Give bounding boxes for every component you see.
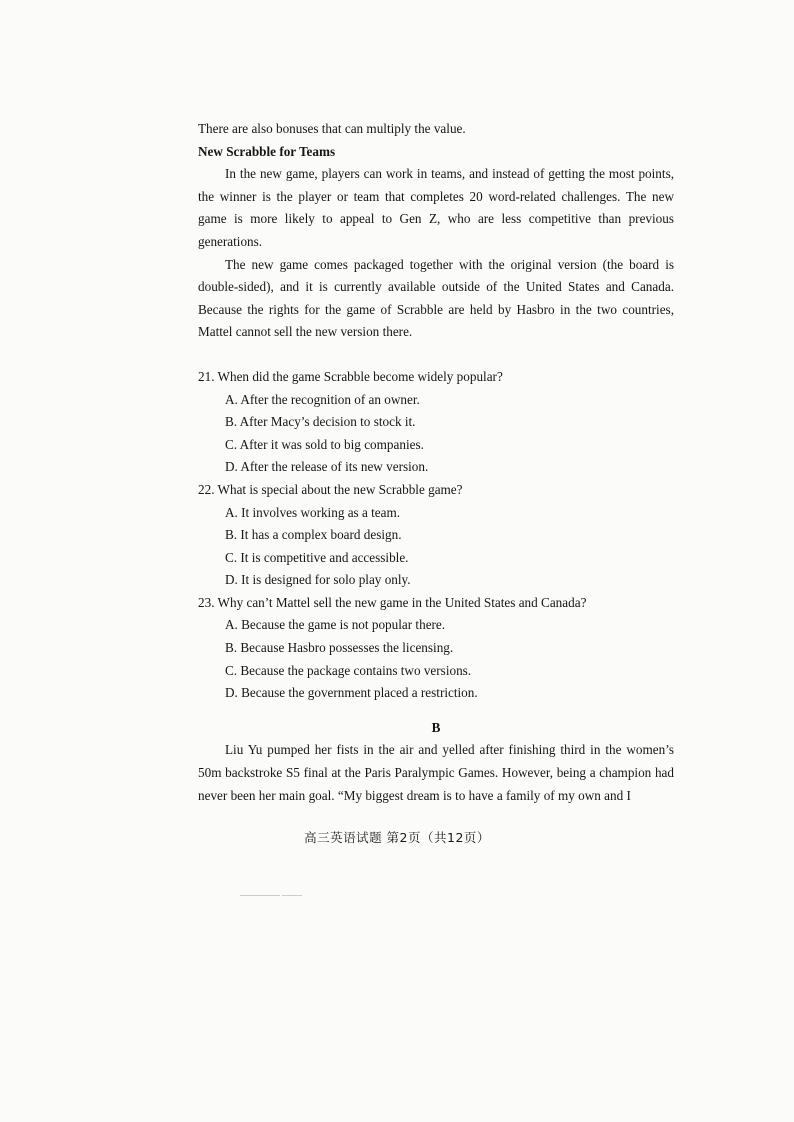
option-a: A. It involves working as a team. [225,504,401,520]
question-23 [198,592,674,705]
option-a: A. Because the game is not popular there. [225,617,446,633]
scan-mark [282,895,302,896]
paragraph: The new game comes packaged together with the original version (the board is double-sided), and it is currently available outside of the United States and Canada. Because the rights for the game of Scrabble are held by Hasbro in the two countries, Mattel cannot sell the new version there. [198,256,674,340]
option-list [198,614,674,704]
option-c: C. After it was sold to big companies. [225,436,424,452]
option-a: A. After the recognition of an owner. [225,391,420,407]
option-b: B. It has a complex board design. [225,527,402,543]
paragraph: Liu Yu pumped her fists in the air and yelled after finishing third in the women’s 50m backstroke S5 final at the Paris Paralympic Games. However, being a champion had never been her main goal. “My biggest dream is to have a family of my own and I [198,742,674,803]
section-subheading: New Scrabble for Teams [198,143,336,159]
question-21 [198,366,674,479]
option-c: C. Because the package contains two versions. [225,662,472,678]
option-list [198,502,674,592]
question-22 [198,479,674,592]
spacer [198,344,674,366]
page-content [198,118,674,807]
page-footer: 高三英语试题 第2页（共12页） [304,830,490,845]
option-d: D. After the release of its new version. [225,459,429,475]
option-b: B. Because Hasbro possesses the licensing. [225,640,454,656]
paragraph: In the new game, players can work in teams, and instead of getting the most points, the winner is the player or team that completes 20 word-related challenges. The new game is more likely to appeal to Gen Z, who are less competitive than previous generations. [198,166,674,249]
question-stem: 22. What is special about the new Scrabble game? [198,481,463,497]
lead-line: There are also bonuses that can multiply the value. [198,121,466,136]
option-b: B. After Macy’s decision to stock it. [225,414,416,430]
question-stem: 21. When did the game Scrabble become widely popular? [198,368,503,384]
scan-mark [240,895,280,896]
question-stem: 23. Why can’t Mattel sell the new game in the United States and Canada? [198,594,587,610]
option-c: C. It is competitive and accessible. [225,549,409,565]
option-d: D. It is designed for solo play only. [225,572,411,588]
option-list [198,389,674,479]
section-label-b: B [431,719,441,735]
option-d: D. Because the government placed a restriction. [225,685,478,701]
